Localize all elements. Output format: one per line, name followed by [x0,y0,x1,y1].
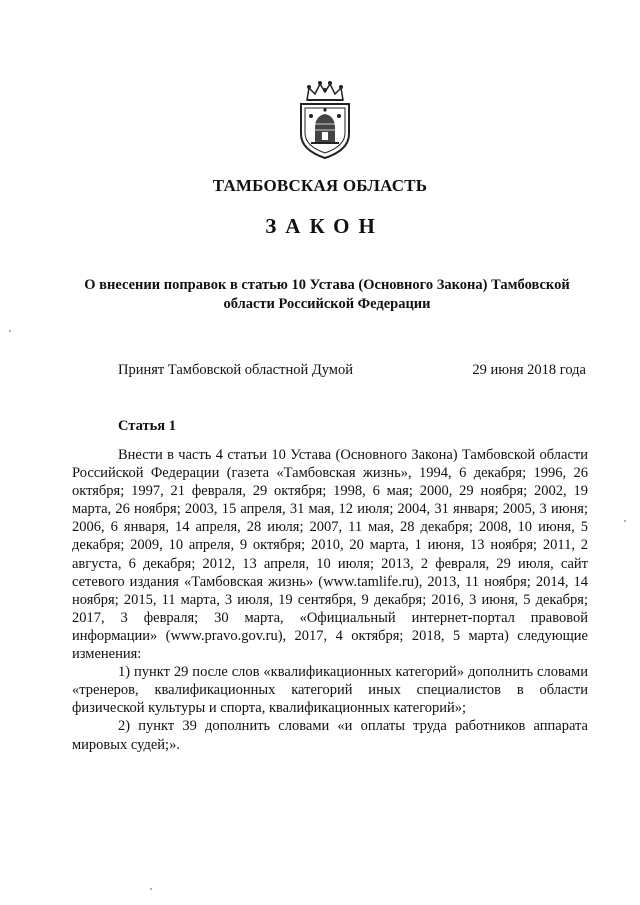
scan-speck [624,520,626,522]
region-title: ТАМБОВСКАЯ ОБЛАСТЬ [212,176,428,195]
scan-speck [9,330,11,332]
document-type-title: ЗАКОН [265,214,384,238]
law-subject-heading: О внесении поправок в статью 10 Устава (Основного Закона) Тамбовской области Российской Федерации [84,277,570,312]
adopted-by-text: Принят Тамбовской областной Думой [118,362,353,378]
coat-of-arms-icon [293,78,357,162]
article-title: Статья 1 [118,418,176,434]
article-paragraph: 2) пункт 39 дополнить словами «и оплаты труда работников аппарата мировых судей;». [72,718,588,753]
article-paragraph: 1) пункт 29 после слов «квалификационных категорий» дополнить словами «тренеров, квалификационных категорий иных специалистов в области физической культуры и спорта, квалификационных категорий»; [72,664,588,717]
article-paragraph: Внести в часть 4 статьи 10 Устава (Основного Закона) Тамбовской области Российской Федерации (газета «Тамбовская жизнь», 1994, 6 декабря; 1996, 26 октября; 1997, 21 февраля, 29 октября; 1998, 6 мая; 2000, 29 ноября; 2002, 19 марта, 26 ноября; 2003, 15 апреля, 31 мая, 12 июля; 2004, 31 января; 2005, 3 июня; 2006, 6 января, 14 апреля, 28 июля; 2007, 11 мая, 28 декабря; 2008, 10 июня, 5 декабря; 2009, 10 апреля, 9 октября; 2010, 20 марта, 1 июня, 13 ноября; 2011, 2 августа, 6 декабря; 2012, 13 апреля, 10 июля; 2013, 2 февраля, 29 июля, сайт сетевого издания «Тамбовская жизнь» (www.tamlife.ru), 2013, 11 ноября; 2014, 14 ноября; 2015, 11 марта, 3 июля, 19 сентября, 9 декабря; 2016, 3 июня, 5 декабря; 2017, 3 февраля; 30 марта, «Официальный интернет-портал правовой информации» (www.pravo.gov.ru), 2017, 4 октября; 2018, 5 марта) следующие изменения: [72,447,588,663]
scan-speck [150,888,152,890]
adoption-date: 29 июня 2018 года [472,362,586,378]
article-body [72,446,588,754]
